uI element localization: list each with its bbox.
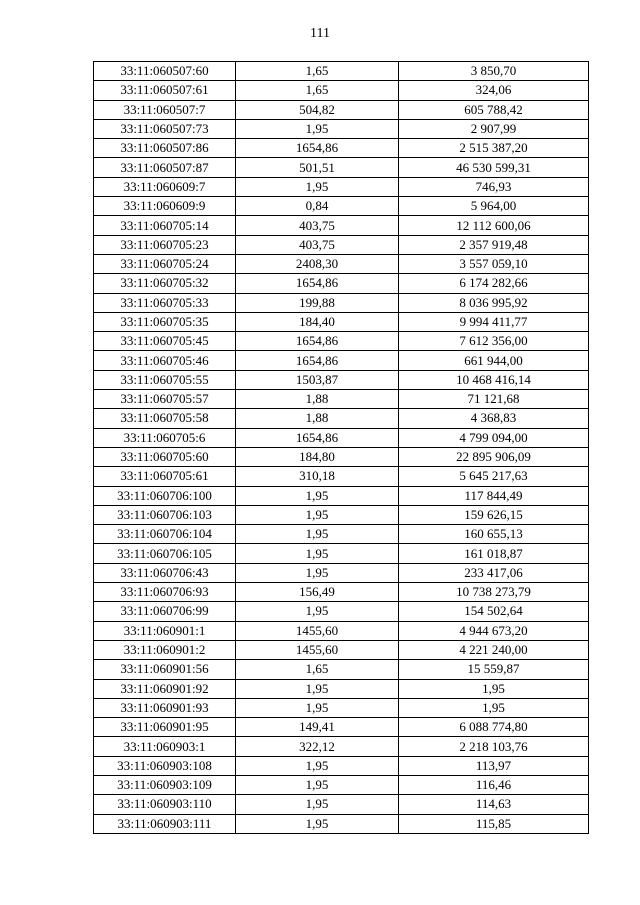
page-number: 111	[310, 26, 330, 41]
area-cell: 149,41	[236, 718, 399, 737]
cadastral-number-cell: 33:11:060901:56	[94, 660, 236, 679]
area-cell: 1,95	[236, 486, 399, 505]
table-row	[94, 274, 589, 293]
area-cell: 1,95	[236, 563, 399, 582]
area-cell: 1455,60	[236, 640, 399, 659]
area-cell: 184,80	[236, 447, 399, 466]
area-cell: 403,75	[236, 235, 399, 254]
cadastral-value-cell: 160 655,13	[399, 525, 589, 544]
cadastral-number-cell: 33:11:060705:32	[94, 274, 236, 293]
table-row	[94, 486, 589, 505]
cadastral-number-cell: 33:11:060705:33	[94, 293, 236, 312]
cadastral-value-cell: 4 221 240,00	[399, 640, 589, 659]
cadastral-value-cell: 6 088 774,80	[399, 718, 589, 737]
table-row	[94, 390, 589, 409]
cadastral-number-cell: 33:11:060507:7	[94, 100, 236, 119]
area-cell: 1,95	[236, 679, 399, 698]
table-row	[94, 370, 589, 389]
cadastral-number-cell: 33:11:060609:7	[94, 177, 236, 196]
table-row	[94, 756, 589, 775]
cadastral-number-cell: 33:11:060507:73	[94, 119, 236, 138]
cadastral-number-cell: 33:11:060705:23	[94, 235, 236, 254]
table-row	[94, 525, 589, 544]
area-cell: 1,95	[236, 756, 399, 775]
area-cell: 1654,86	[236, 351, 399, 370]
table-body	[94, 62, 589, 834]
area-cell: 184,40	[236, 312, 399, 331]
table-row	[94, 660, 589, 679]
area-cell: 1,95	[236, 698, 399, 717]
area-cell: 1,65	[236, 660, 399, 679]
cadastral-value-cell: 117 844,49	[399, 486, 589, 505]
table-row	[94, 235, 589, 254]
area-cell: 0,84	[236, 197, 399, 216]
table-row	[94, 563, 589, 582]
cadastral-number-cell: 33:11:060705:60	[94, 447, 236, 466]
table-row	[94, 602, 589, 621]
area-cell: 1,95	[236, 119, 399, 138]
table-row	[94, 447, 589, 466]
area-cell: 1,95	[236, 814, 399, 833]
table-row	[94, 100, 589, 119]
area-cell: 156,49	[236, 583, 399, 602]
table-row	[94, 718, 589, 737]
cadastral-number-cell: 33:11:060706:103	[94, 505, 236, 524]
table-row	[94, 81, 589, 100]
area-cell: 1,65	[236, 81, 399, 100]
cadastral-value-cell: 7 612 356,00	[399, 332, 589, 351]
area-cell: 1,88	[236, 390, 399, 409]
cadastral-number-cell: 33:11:060901:92	[94, 679, 236, 698]
table-row	[94, 119, 589, 138]
cadastral-value-cell: 46 530 599,31	[399, 158, 589, 177]
cadastral-number-cell: 33:11:060507:86	[94, 139, 236, 158]
area-cell: 199,88	[236, 293, 399, 312]
cadastral-value-cell: 22 895 906,09	[399, 447, 589, 466]
area-cell: 1,95	[236, 602, 399, 621]
area-cell: 1,95	[236, 525, 399, 544]
table-row	[94, 293, 589, 312]
cadastral-value-cell: 605 788,42	[399, 100, 589, 119]
cadastral-number-cell: 33:11:060705:45	[94, 332, 236, 351]
cadastral-value-cell: 4 944 673,20	[399, 621, 589, 640]
cadastral-number-cell: 33:11:060903:108	[94, 756, 236, 775]
cadastral-number-cell: 33:11:060705:46	[94, 351, 236, 370]
cadastral-value-cell: 9 994 411,77	[399, 312, 589, 331]
cadastral-number-cell: 33:11:060507:60	[94, 62, 236, 81]
cadastral-value-cell: 1,95	[399, 679, 589, 698]
table-row	[94, 332, 589, 351]
cadastral-number-cell: 33:11:060609:9	[94, 197, 236, 216]
cadastral-value-cell: 114,63	[399, 795, 589, 814]
cadastral-value-cell: 746,93	[399, 177, 589, 196]
area-cell: 1654,86	[236, 139, 399, 158]
area-cell: 310,18	[236, 467, 399, 486]
cadastral-value-cell: 2 357 919,48	[399, 235, 589, 254]
cadastral-value-cell: 5 645 217,63	[399, 467, 589, 486]
cadastral-value-cell: 115,85	[399, 814, 589, 833]
cadastral-value-cell: 12 112 600,06	[399, 216, 589, 235]
cadastral-number-cell: 33:11:060903:110	[94, 795, 236, 814]
table-row	[94, 177, 589, 196]
cadastral-number-cell: 33:11:060705:57	[94, 390, 236, 409]
cadastral-number-cell: 33:11:060903:1	[94, 737, 236, 756]
area-cell: 1455,60	[236, 621, 399, 640]
area-cell: 1,95	[236, 505, 399, 524]
table-row	[94, 621, 589, 640]
cadastral-number-cell: 33:11:060706:99	[94, 602, 236, 621]
cadastral-number-cell: 33:11:060901:95	[94, 718, 236, 737]
area-cell: 1,95	[236, 775, 399, 794]
table-row	[94, 698, 589, 717]
cadastral-value-cell: 661 944,00	[399, 351, 589, 370]
cadastral-value-table	[93, 61, 589, 834]
area-cell: 1,95	[236, 544, 399, 563]
cadastral-value-cell: 2 907,99	[399, 119, 589, 138]
cadastral-number-cell: 33:11:060507:87	[94, 158, 236, 177]
table-row	[94, 795, 589, 814]
area-cell: 403,75	[236, 216, 399, 235]
cadastral-value-cell: 5 964,00	[399, 197, 589, 216]
table-row	[94, 254, 589, 273]
table-row	[94, 679, 589, 698]
cadastral-number-cell: 33:11:060705:58	[94, 409, 236, 428]
cadastral-number-cell: 33:11:060705:14	[94, 216, 236, 235]
area-cell: 1,88	[236, 409, 399, 428]
cadastral-value-cell: 3 557 059,10	[399, 254, 589, 273]
cadastral-number-cell: 33:11:060705:24	[94, 254, 236, 273]
table-row	[94, 737, 589, 756]
area-cell: 1,95	[236, 795, 399, 814]
area-cell: 1654,86	[236, 274, 399, 293]
cadastral-value-cell: 71 121,68	[399, 390, 589, 409]
cadastral-value-cell: 161 018,87	[399, 544, 589, 563]
table-row	[94, 62, 589, 81]
table-row	[94, 351, 589, 370]
table-row	[94, 197, 589, 216]
table-row	[94, 158, 589, 177]
cadastral-number-cell: 33:11:060705:6	[94, 428, 236, 447]
table-row	[94, 544, 589, 563]
cadastral-value-cell: 4 799 094,00	[399, 428, 589, 447]
cadastral-number-cell: 33:11:060706:105	[94, 544, 236, 563]
table-row	[94, 467, 589, 486]
area-cell: 504,82	[236, 100, 399, 119]
cadastral-number-cell: 33:11:060901:2	[94, 640, 236, 659]
cadastral-value-cell: 1,95	[399, 698, 589, 717]
cadastral-value-cell: 113,97	[399, 756, 589, 775]
cadastral-number-cell: 33:11:060903:111	[94, 814, 236, 833]
cadastral-value-cell: 116,46	[399, 775, 589, 794]
table-row	[94, 583, 589, 602]
cadastral-number-cell: 33:11:060706:43	[94, 563, 236, 582]
cadastral-number-cell: 33:11:060903:109	[94, 775, 236, 794]
table-row	[94, 814, 589, 833]
table-row	[94, 216, 589, 235]
cadastral-number-cell: 33:11:060507:61	[94, 81, 236, 100]
area-cell: 501,51	[236, 158, 399, 177]
table-row	[94, 505, 589, 524]
area-cell: 1,95	[236, 177, 399, 196]
cadastral-value-cell: 2 515 387,20	[399, 139, 589, 158]
cadastral-value-cell: 10 738 273,79	[399, 583, 589, 602]
cadastral-number-cell: 33:11:060901:1	[94, 621, 236, 640]
table-row	[94, 139, 589, 158]
cadastral-number-cell: 33:11:060706:100	[94, 486, 236, 505]
area-cell: 1654,86	[236, 428, 399, 447]
cadastral-value-cell: 8 036 995,92	[399, 293, 589, 312]
cadastral-number-cell: 33:11:060901:93	[94, 698, 236, 717]
table-row	[94, 409, 589, 428]
area-cell: 2408,30	[236, 254, 399, 273]
cadastral-value-cell: 3 850,70	[399, 62, 589, 81]
cadastral-value-cell: 2 218 103,76	[399, 737, 589, 756]
cadastral-number-cell: 33:11:060706:104	[94, 525, 236, 544]
cadastral-number-cell: 33:11:060706:93	[94, 583, 236, 602]
table-row	[94, 775, 589, 794]
area-cell: 1654,86	[236, 332, 399, 351]
area-cell: 1503,87	[236, 370, 399, 389]
cadastral-value-cell: 10 468 416,14	[399, 370, 589, 389]
cadastral-value-cell: 233 417,06	[399, 563, 589, 582]
table-row	[94, 640, 589, 659]
cadastral-value-cell: 6 174 282,66	[399, 274, 589, 293]
area-cell: 322,12	[236, 737, 399, 756]
cadastral-number-cell: 33:11:060705:35	[94, 312, 236, 331]
area-cell: 1,65	[236, 62, 399, 81]
cadastral-number-cell: 33:11:060705:61	[94, 467, 236, 486]
cadastral-value-cell: 159 626,15	[399, 505, 589, 524]
cadastral-value-cell: 15 559,87	[399, 660, 589, 679]
table-row	[94, 312, 589, 331]
cadastral-value-cell: 4 368,83	[399, 409, 589, 428]
table-row	[94, 428, 589, 447]
cadastral-value-cell: 154 502,64	[399, 602, 589, 621]
cadastral-number-cell: 33:11:060705:55	[94, 370, 236, 389]
cadastral-value-cell: 324,06	[399, 81, 589, 100]
